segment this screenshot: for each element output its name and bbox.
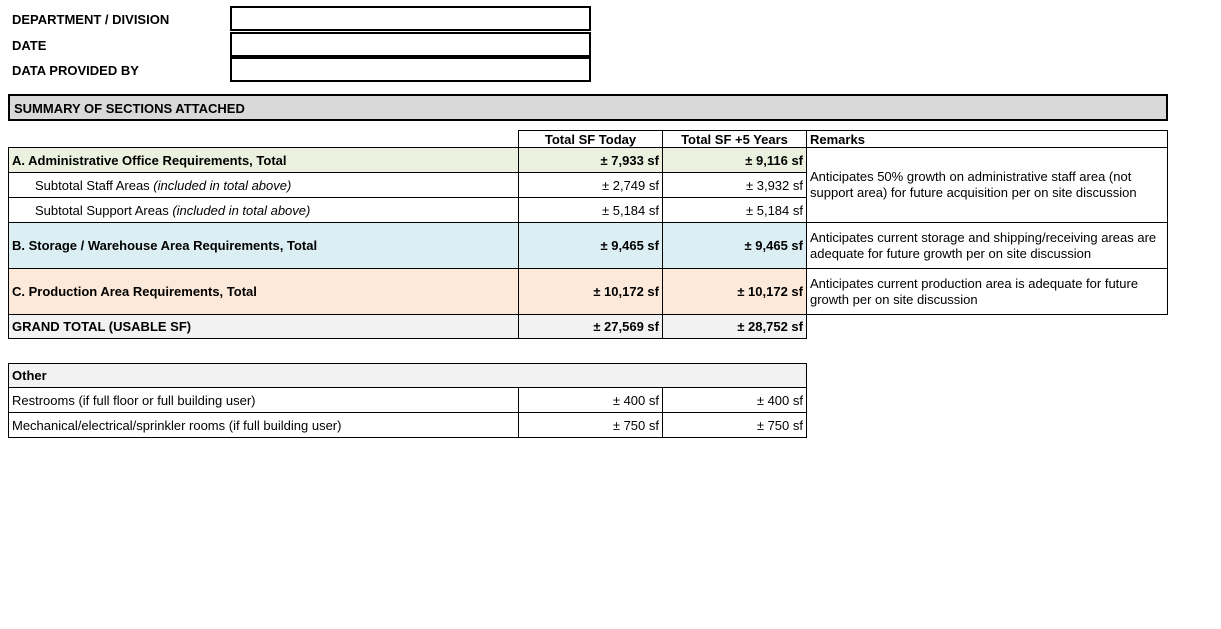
row-label-support: Subtotal Support Areas (included in total above) (9, 198, 519, 223)
table-row (9, 223, 1168, 269)
included-note: (included in total above) (153, 177, 292, 193)
table-row (9, 148, 1168, 173)
value-admin-five: ± 9,116 sf (663, 148, 807, 173)
remark-admin: Anticipates 50% growth on administrative staff area (not support area) for future acquisition per on site discussion (807, 148, 1168, 223)
data-provided-by-field[interactable] (230, 57, 591, 82)
remark-production: Anticipates current production area is adequate for future growth per on site discussion (807, 269, 1168, 315)
row-label-storage: B. Storage / Warehouse Area Requirements, Total (9, 223, 519, 269)
value-staff-today: ± 2,749 sf (519, 173, 663, 198)
col-header-five-years: Total SF +5 Years (663, 131, 807, 148)
row-label-staff: Subtotal Staff Areas (included in total above) (9, 173, 519, 198)
date-field[interactable] (230, 32, 591, 57)
table-row (9, 413, 807, 438)
table-row (9, 315, 1168, 339)
other-title: Other (9, 364, 807, 388)
value-storage-five: ± 9,465 sf (663, 223, 807, 269)
value-support-five: ± 5,184 sf (663, 198, 807, 223)
blank-cell (807, 315, 1168, 339)
other-value-restrooms-today: ± 400 sf (519, 388, 663, 413)
other-value-restrooms-five: ± 400 sf (663, 388, 807, 413)
value-grand-five: ± 28,752 sf (663, 315, 807, 339)
value-grand-today: ± 27,569 sf (519, 315, 663, 339)
other-value-mechanical-today: ± 750 sf (519, 413, 663, 438)
table-row (9, 269, 1168, 315)
summary-header-row (9, 131, 1168, 148)
value-admin-today: ± 7,933 sf (519, 148, 663, 173)
other-header-row (9, 364, 807, 388)
data-provided-by-label: DATA PROVIDED BY (12, 63, 139, 78)
value-storage-today: ± 9,465 sf (519, 223, 663, 269)
summary-title: SUMMARY OF SECTIONS ATTACHED (8, 94, 1168, 121)
other-label-mechanical: Mechanical/electrical/sprinkler rooms (if full building user) (9, 413, 519, 438)
remark-storage: Anticipates current storage and shipping/receiving areas are adequate for future growth per on site discussion (807, 223, 1168, 269)
blank-header-cell (9, 131, 519, 148)
summary-table (8, 130, 1168, 339)
row-label-production: C. Production Area Requirements, Total (9, 269, 519, 315)
included-note: (included in total above) (172, 202, 311, 218)
value-production-five: ± 10,172 sf (663, 269, 807, 315)
col-header-remarks: Remarks (807, 131, 1168, 148)
department-division-label: DEPARTMENT / DIVISION (12, 12, 170, 27)
department-division-field[interactable] (230, 6, 591, 31)
row-label-admin: A. Administrative Office Requirements, Total (9, 148, 519, 173)
row-label-grand-total: GRAND TOTAL (USABLE SF) (9, 315, 519, 339)
value-production-today: ± 10,172 sf (519, 269, 663, 315)
col-header-today: Total SF Today (519, 131, 663, 148)
value-staff-five: ± 3,932 sf (663, 173, 807, 198)
value-support-today: ± 5,184 sf (519, 198, 663, 223)
other-table (8, 363, 807, 438)
table-row (9, 388, 807, 413)
other-value-mechanical-five: ± 750 sf (663, 413, 807, 438)
date-label: DATE (12, 38, 47, 53)
other-label-restrooms: Restrooms (if full floor or full building user) (9, 388, 519, 413)
